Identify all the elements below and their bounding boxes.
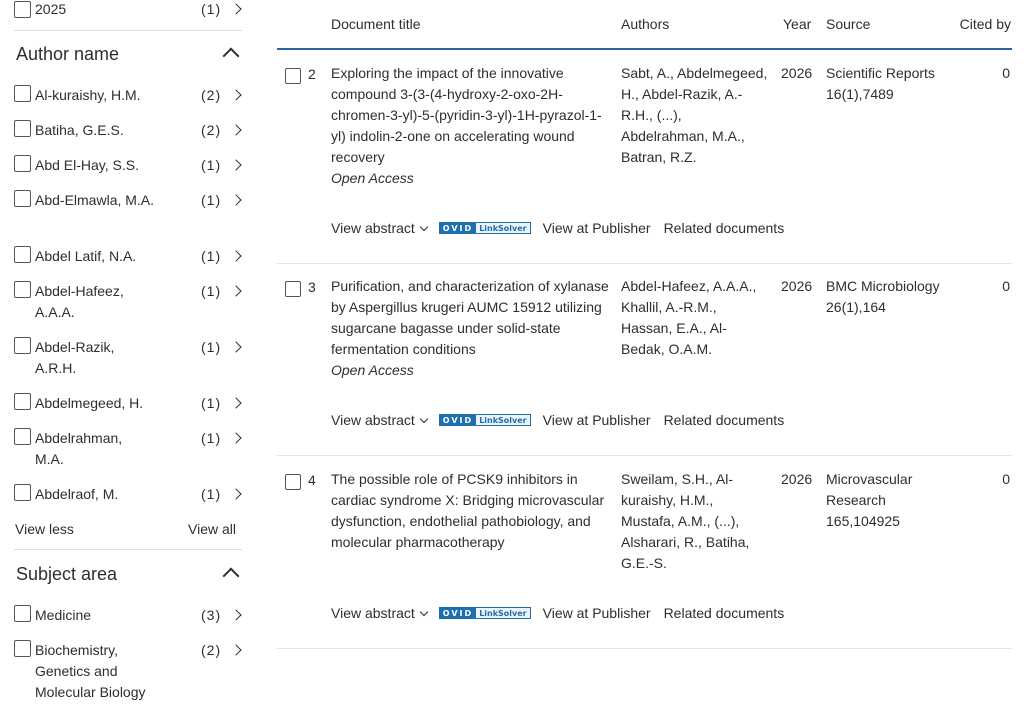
- facet-count: (1): [201, 430, 222, 446]
- facet-label: Abdelmegeed, H.: [35, 395, 144, 411]
- facet-label: 2025: [35, 1, 67, 17]
- authors-list[interactable]: Sweilam, S.H., Al-kuraishy, H.M., Mustafa, A.M., (...), Alsharari, R., Batiha, G.E.-S.: [621, 471, 750, 571]
- view-at-publisher-link[interactable]: View at Publisher: [542, 412, 651, 428]
- facet-checkbox[interactable]: [14, 393, 31, 410]
- facet-label: Batiha, G.E.S.: [35, 122, 124, 138]
- year-value: 2026: [781, 65, 813, 81]
- row-number: 4: [308, 472, 316, 488]
- facet-checkbox[interactable]: [14, 120, 31, 137]
- header-authors[interactable]: Authors: [621, 16, 670, 32]
- divider: [14, 30, 242, 31]
- facet-count: (1): [201, 283, 222, 299]
- chevron-right-icon[interactable]: [230, 609, 241, 620]
- facet-count: (2): [201, 122, 222, 138]
- chevron-right-icon[interactable]: [230, 397, 241, 408]
- chevron-right-icon[interactable]: [230, 341, 241, 352]
- view-abstract-label: View abstract: [331, 412, 415, 428]
- document-title-text[interactable]: The possible role of PCSK9 inhibitors in cardiac syndrome X: Bridging microvascular dysfunction, endothelial pathobiology, and molecular pharmacotherapy: [331, 471, 605, 550]
- view-abstract-button[interactable]: [331, 412, 427, 428]
- ovid-linksolver-button[interactable]: [439, 414, 531, 426]
- row-checkbox[interactable]: [285, 68, 301, 84]
- facet-author[interactable]: [14, 85, 244, 106]
- facet-checkbox[interactable]: [14, 85, 31, 102]
- facet-label: Abdel Latif, N.A.: [35, 248, 137, 264]
- chevron-right-icon[interactable]: [230, 124, 241, 135]
- facet-checkbox[interactable]: [14, 640, 31, 657]
- facet-count: (1): [201, 486, 222, 502]
- facet-author[interactable]: [14, 428, 244, 470]
- facet-checkbox[interactable]: [14, 484, 31, 501]
- header-cited-by[interactable]: Cited by: [959, 16, 1011, 32]
- ovid-linksolver-button[interactable]: [439, 222, 531, 234]
- chevron-right-icon[interactable]: [230, 159, 241, 170]
- facet-count: (1): [201, 248, 222, 264]
- view-at-publisher-link[interactable]: View at Publisher: [542, 220, 651, 236]
- chevron-right-icon[interactable]: [230, 644, 241, 655]
- ovid-logo-text: OVID: [440, 608, 476, 618]
- source-link[interactable]: Scientific Reports 16(1),7489: [826, 65, 935, 102]
- ovid-logo-text: OVID: [440, 223, 476, 233]
- facet-count: (1): [201, 1, 222, 17]
- facet-subject[interactable]: [14, 605, 244, 626]
- facet-count: (3): [201, 607, 222, 623]
- author-section-title[interactable]: Author name: [16, 44, 120, 64]
- cited-by-count[interactable]: 0: [1002, 278, 1010, 294]
- chevron-right-icon[interactable]: [230, 285, 241, 296]
- year-value: 2026: [781, 471, 813, 487]
- source-link[interactable]: BMC Microbiology 26(1),164: [826, 278, 940, 315]
- chevron-down-icon: [420, 222, 428, 230]
- facet-author[interactable]: [14, 190, 244, 211]
- year-value: 2026: [781, 278, 813, 294]
- view-at-publisher-link[interactable]: View at Publisher: [542, 605, 651, 621]
- facet-author[interactable]: [14, 484, 244, 505]
- view-abstract-button[interactable]: [331, 220, 427, 236]
- chevron-down-icon: [420, 414, 428, 422]
- row-actions: [331, 220, 784, 236]
- facet-checkbox[interactable]: [14, 337, 31, 354]
- row-divider: [277, 263, 1012, 264]
- facet-checkbox[interactable]: [14, 246, 31, 263]
- facet-checkbox[interactable]: [14, 281, 31, 298]
- facet-checkbox[interactable]: [14, 428, 31, 445]
- related-documents-link[interactable]: Related documents: [663, 220, 785, 236]
- authors-list[interactable]: Sabt, A., Abdelmegeed, H., Abdel-Razik, A.-R.H., (...), Abdelrahman, M.A., Batran, R.Z.: [621, 65, 768, 165]
- linksolver-logo-text: LinkSolver: [476, 608, 529, 618]
- facet-label: Abdel-Razik, A.R.H.: [35, 339, 115, 376]
- view-abstract-button[interactable]: [331, 605, 427, 621]
- view-abstract-label: View abstract: [331, 220, 415, 236]
- facet-author[interactable]: [14, 120, 244, 141]
- row-number: 3: [308, 279, 316, 295]
- facet-label: Abdelraof, M.: [35, 486, 119, 502]
- view-abstract-label: View abstract: [331, 605, 415, 621]
- view-all-link[interactable]: View all: [188, 521, 236, 537]
- facet-count: (1): [201, 339, 222, 355]
- row-number: 2: [308, 66, 316, 82]
- document-title-link[interactable]: [331, 469, 613, 553]
- authors-list[interactable]: Abdel-Hafeez, A.A.A., Khallil, A.-R.M., Hassan, E.A., Al-Bedak, O.A.M.: [621, 278, 757, 357]
- facet-checkbox[interactable]: [14, 1, 31, 18]
- facet-label: Biochemistry, Genetics and Molecular Biology: [35, 642, 146, 700]
- header-document-title[interactable]: Document title: [331, 16, 421, 32]
- source-link[interactable]: Microvascular Research 165,104925: [826, 471, 913, 529]
- row-divider: [277, 648, 1012, 649]
- header-year[interactable]: Year: [783, 16, 812, 32]
- ovid-linksolver-button[interactable]: [439, 607, 531, 619]
- document-title-link[interactable]: [331, 63, 613, 189]
- open-access-label: Open Access: [331, 170, 414, 186]
- collapse-caret-icon[interactable]: [223, 48, 240, 65]
- row-actions: [331, 412, 784, 428]
- document-title-text[interactable]: Purification, and characterization of xylanase by Aspergillus krugeri AUMC 15912 utilizing sugarcane bagasse under solid-state fermentation conditions: [331, 278, 609, 357]
- row-actions: [331, 605, 784, 621]
- facet-count: (2): [201, 87, 222, 103]
- facet-label: Medicine: [35, 607, 92, 623]
- chevron-right-icon[interactable]: [230, 194, 241, 205]
- facet-label: Abd-Elmawla, M.A.: [35, 192, 155, 208]
- related-documents-link[interactable]: Related documents: [663, 605, 785, 621]
- facet-label: Abdelrahman, M.A.: [35, 430, 123, 467]
- facet-count: (1): [201, 157, 222, 173]
- open-access-label: Open Access: [331, 362, 414, 378]
- row-checkbox[interactable]: [285, 474, 301, 490]
- view-less-link[interactable]: View less: [15, 521, 74, 537]
- document-title-link[interactable]: [331, 276, 613, 381]
- row-divider: [277, 455, 1012, 456]
- chevron-right-icon[interactable]: [230, 250, 241, 261]
- row-checkbox[interactable]: [285, 281, 301, 297]
- subject-section-title[interactable]: Subject area: [16, 564, 118, 584]
- header-rule: [277, 48, 1012, 50]
- facet-author[interactable]: [14, 155, 244, 176]
- document-title-text[interactable]: Exploring the impact of the innovative compound 3-(3-(4-hydroxy-2-oxo-2H-chromen-3-yl)-5-(pyridin-3-yl)-1H-pyrazol-1-yl) indolin-2-one on accelerating wound recovery: [331, 65, 602, 165]
- facet-checkbox[interactable]: [14, 605, 31, 622]
- cited-by-count[interactable]: 0: [1002, 471, 1010, 487]
- facet-checkbox[interactable]: [14, 155, 31, 172]
- linksolver-logo-text: LinkSolver: [476, 223, 529, 233]
- facet-author[interactable]: [14, 246, 244, 267]
- facet-subject[interactable]: [14, 640, 244, 703]
- cited-by-count[interactable]: 0: [1002, 65, 1010, 81]
- facet-label: Abd El-Hay, S.S.: [35, 157, 140, 173]
- chevron-right-icon[interactable]: [230, 3, 241, 14]
- chevron-right-icon[interactable]: [230, 432, 241, 443]
- facet-author[interactable]: [14, 337, 244, 379]
- chevron-down-icon: [420, 607, 428, 615]
- facet-count: (2): [201, 642, 222, 658]
- facet-count: (1): [201, 395, 222, 411]
- linksolver-logo-text: LinkSolver: [476, 415, 529, 425]
- facet-checkbox[interactable]: [14, 190, 31, 207]
- chevron-right-icon[interactable]: [230, 488, 241, 499]
- divider: [14, 549, 242, 550]
- facet-year-2025[interactable]: [14, 1, 244, 18]
- facet-label: Abdel-Hafeez, A.A.A.: [35, 283, 124, 320]
- ovid-logo-text: OVID: [440, 415, 476, 425]
- collapse-caret-icon[interactable]: [223, 568, 240, 585]
- chevron-right-icon[interactable]: [230, 89, 241, 100]
- facet-label: Al-kuraishy, H.M.: [35, 87, 141, 103]
- related-documents-link[interactable]: Related documents: [663, 412, 785, 428]
- facet-author[interactable]: [14, 281, 244, 323]
- facet-author[interactable]: [14, 393, 244, 414]
- header-source[interactable]: Source: [826, 16, 871, 32]
- facet-count: (1): [201, 192, 222, 208]
